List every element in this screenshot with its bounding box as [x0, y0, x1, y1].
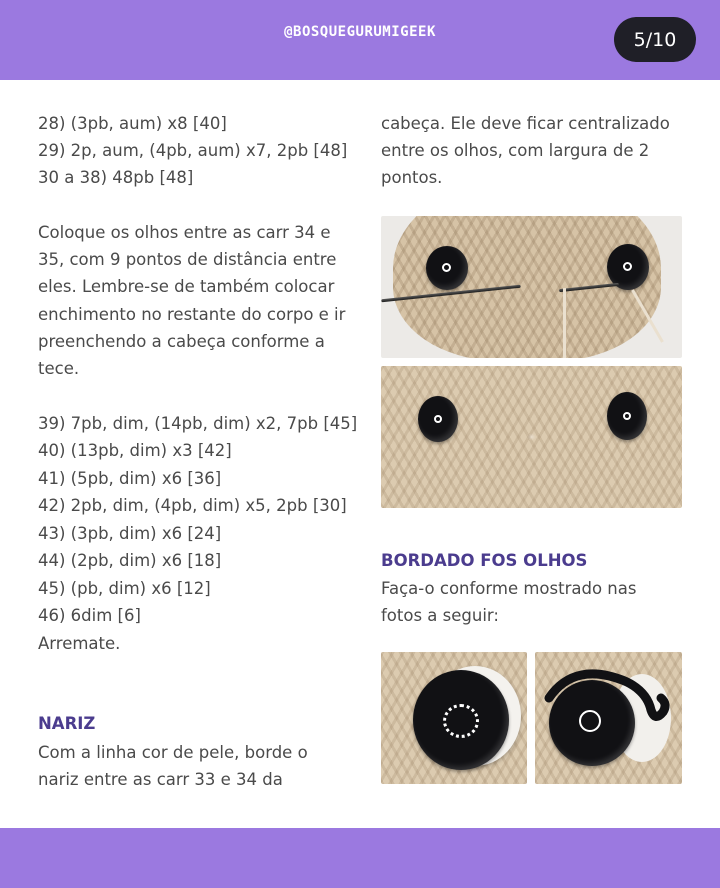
- nose-continued-line: entre os olhos, com largura de 2: [381, 141, 650, 160]
- crochet-head-eyes-with-needle-photo: [381, 216, 682, 358]
- round-44: 44) (2pb, dim) x6 [18]: [38, 551, 222, 570]
- safety-eye-left: [418, 396, 458, 442]
- nose-continued-line: pontos.: [381, 168, 443, 187]
- round-28: 28) (3pb, aum) x8 [40]: [38, 114, 227, 133]
- round-29: 29) 2p, aum, (4pb, aum) x7, 2pb [48]: [38, 141, 348, 160]
- eyes-paragraph-line: preenchendo a cabeça conforme a: [38, 332, 325, 351]
- eyes-paragraph-line: Coloque os olhos entre as carr 34 e: [38, 223, 331, 242]
- eye-highlight: [623, 412, 631, 420]
- embroidery-text-line: fotos a seguir:: [381, 606, 499, 625]
- nose-text-line: Com a linha cor de pele, borde o: [38, 743, 308, 762]
- eyelash-stroke: [549, 674, 665, 717]
- round-41: 41) (5pb, dim) x6 [36]: [38, 469, 222, 488]
- safety-eye: [413, 670, 509, 770]
- safety-eye-left: [426, 246, 468, 290]
- eyes-paragraph-line: tece.: [38, 359, 80, 378]
- eyes-paragraph-line: enchimento no restante do corpo e ir: [38, 305, 346, 324]
- eye-highlight: [442, 263, 451, 272]
- nose-heading: NARIZ: [38, 714, 96, 733]
- nose-continued-line: cabeça. Ele deve ficar centralizado: [381, 114, 670, 133]
- eye-with-white-embroidery-photo: [381, 652, 527, 784]
- safety-eye-right: [607, 392, 647, 440]
- round-40: 40) (13pb, dim) x3 [42]: [38, 441, 232, 460]
- round-45: 45) (pb, dim) x6 [12]: [38, 579, 211, 598]
- eye-highlight: [443, 704, 479, 738]
- round-43: 43) (3pb, dim) x6 [24]: [38, 524, 222, 543]
- round-30-38: 30 a 38) 48pb [48]: [38, 168, 194, 187]
- page-indicator[interactable]: 5/10: [614, 17, 696, 62]
- nose-text-line: nariz entre as carr 33 e 34 da: [38, 770, 283, 789]
- eye-highlight: [623, 262, 632, 271]
- embroidery-heading: BORDADO FOS OLHOS: [381, 551, 588, 570]
- header-band: [0, 0, 720, 80]
- yarn-strand: [563, 288, 566, 358]
- eyes-paragraph-line: eles. Lembre-se de também colocar: [38, 277, 335, 296]
- eyes-paragraph-line: 35, com 9 pontos de distância entre: [38, 250, 337, 269]
- round-42: 42) 2pb, dim, (4pb, dim) x5, 2pb [30]: [38, 496, 347, 515]
- black-eyelash-embroidery: [535, 652, 682, 784]
- crochet-head-eyes-closeup-photo: [381, 366, 682, 508]
- footer-band: [0, 828, 720, 888]
- round-39: 39) 7pb, dim, (14pb, dim) x2, 7pb [45]: [38, 414, 358, 433]
- eye-highlight: [434, 415, 442, 423]
- finish-off-text: Arremate.: [38, 634, 121, 653]
- embroidery-text-line: Faça-o conforme mostrado nas: [381, 579, 637, 598]
- account-handle: @BOSQUEGURUMIGEEK: [284, 24, 436, 40]
- round-46: 46) 6dim [6]: [38, 606, 141, 625]
- eye-with-black-eyelash-photo: [535, 652, 682, 784]
